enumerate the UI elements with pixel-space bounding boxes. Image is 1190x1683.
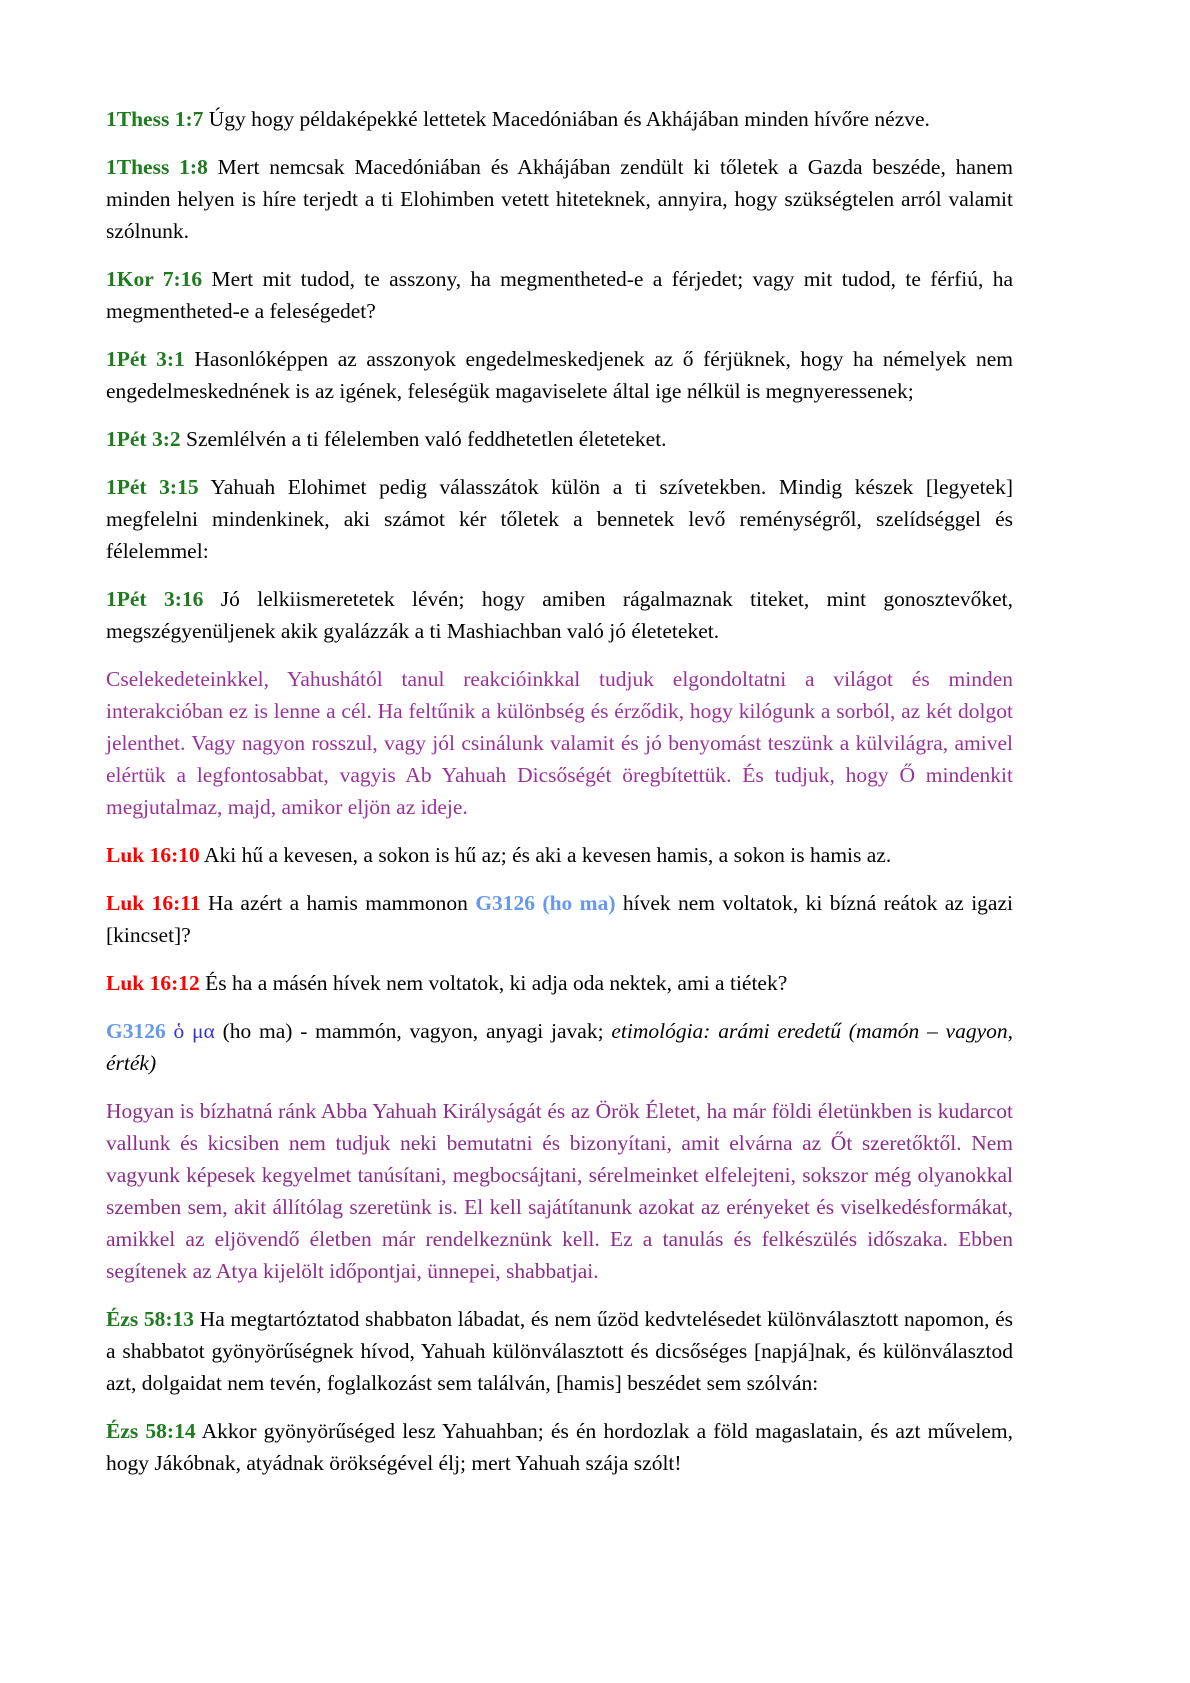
strong-number: G3126 [106,1019,166,1043]
verse-paragraph-ezs-58-14 [106,1415,1019,1479]
verse-ref: 1Thess 1:8 [106,155,208,179]
verse-paragraph-1pet-3-2 [106,423,1013,455]
strong-number-inline: G3126 (ho ma) [475,891,616,915]
verse-text: Ha megtartóztatod shabbaton lábadat, és nem űzöd kedvtelésedet különválasztott napomon, és a shabbatot gyönyörűségnek hívod, Yahuah különválasztott és dicsőséges [napjá]nak, és különválasztod azt, dolgaidat nem tevén, foglalkozást sem találván, [hamis] beszédet sem szólván: [106,1307,1019,1395]
verse-ref: Luk 16:11 [106,891,201,915]
verse-ref: 1Kor 7:16 [106,267,203,291]
definition-text: (ho ma) - mammón, vagyon, anyagi javak; [214,1019,612,1043]
verse-ref: Luk 16:12 [106,971,200,995]
verse-paragraph-luk-16-10 [106,839,1013,871]
strong-definition-paragraph [106,1015,1019,1079]
etymology-text: etimológia: arámi eredetű (mamón – vagyon, érték) [106,1019,1019,1075]
verse-text: Aki hű a kevesen, a sokon is hű az; és aki a kevesen hamis, a sokon is hamis az. [199,843,892,867]
verse-text: Szemlélvén a ti félelemben való feddhetetlen életeteket. [180,427,667,451]
verse-paragraph-luk-16-12 [106,967,1013,999]
commentary-text: Cselekedeteinkkel, Yahushától tanul reakcióinkkal tudjuk elgondoltatni a világot és minden interakcióban ez is lenne a cél. Ha feltűnik a különbség és érződik, hogy kilógunk a sorból, az két dolgot jelenthet. Vagy nagyon rosszul, vagy jól csinálunk valamit és jó benyomást teszünk a külvilágra, amivel elértük a legfontosabbat, vagyis Ab Yahuah Dicsőségét öregbítettük. És tudjuk, hogy Ő mindenkit megjutalmaz, majd, amikor eljön az ideje. [106,667,1019,819]
verse-ref: Luk 16:10 [106,843,200,867]
verse-text: Ha azért a hamis mammonon [200,891,476,915]
verse-paragraph-1thess-1-7 [106,103,1013,135]
verse-text: Úgy hogy példaképekké lettetek Macedóniában és Akhájában minden hívőre nézve. [203,107,930,131]
verse-text: hívek nem voltatok, ki bízná reátok az igazi [kincset]? [106,891,1019,947]
verse-paragraph-1pet-3-15 [106,471,1019,567]
verse-text: Yahuah Elohimet pedig válasszátok külön a ti szívetekben. Mindig készek [legyetek] megfelelni mindenkinek, aki számot kér tőletek a bennetek levő reménységről, szelídséggel és félelemmel: [106,475,1019,563]
verse-ref: 1Thess 1:7 [106,107,204,131]
verse-text: Mert nemcsak Macedóniában és Akhájában zendült ki tőletek a Gazda beszéde, hanem minden helyen is híre terjedt a ti Elohimben vetett hiteteknek, annyira, hogy szükségtelen arról valamit szólnunk. [106,155,1019,243]
verse-text: Hasonlóképpen az asszonyok engedelmeskedjenek az ő férjüknek, hogy ha némelyek nem engedelmeskednének is az igének, feleségük magaviselete által ige nélkül is megnyeressenek; [106,347,1019,403]
verse-paragraph-1pet-3-16 [106,583,1019,647]
verse-paragraph-ezs-58-13 [106,1303,1019,1399]
verse-ref: 1Pét 3:2 [106,427,181,451]
verse-paragraph-1thess-1-8 [106,151,1019,247]
verse-ref: Ézs 58:14 [106,1419,196,1443]
verse-text: Akkor gyönyörűséged lesz Yahuahban; és én hordozlak a föld magaslatain, és azt művelem, hogy Jákóbnak, atyádnak örökségével élj; mert Yahuah szája szólt! [106,1419,1019,1475]
verse-text: És ha a másén hívek nem voltatok, ki adja oda nektek, ami a tiétek? [199,971,788,995]
verse-text: Jó lelkiismeretetek lévén; hogy amiben rágalmaznak titeket, mint gonosztevőket, megszégyenüljenek akik gyalázzák a ti Mashiachban való jó életeteket. [106,587,1019,643]
verse-paragraph-1pet-3-1 [106,343,1019,407]
verse-text: Mert mit tudod, te asszony, ha megmentheted-e a férjedet; vagy mit tudod, te férfiú, ha megmentheted-e a feleségedet? [106,267,1019,323]
verse-ref: Ézs 58:13 [106,1307,195,1331]
verse-ref: 1Pét 3:15 [106,475,199,499]
commentary-paragraph-1 [106,663,1019,823]
verse-ref: 1Pét 3:16 [106,587,204,611]
verse-paragraph-luk-16-11 [106,887,1019,951]
commentary-text: Hogyan is bízhatná ránk Abba Yahuah Királyságát és az Örök Életet, ha már földi életünkben is kudarcot vallunk és kicsiben nem tudjuk neki bemutatni és bizonyítani, amit elvárna az Őt szeretőktől. Nem vagyunk képesek kegyelmet tanúsítani, megbocsájtani, sérelmeinket elfelejteni, sokszor még olyanokkal szemben sem, akit állítólag szeretünk is. El kell sajátítanunk azokat az erényeket és viselkedésformákat, amikkel az eljövendő életben már rendelkeznünk kell. Ez a tanulás és felkészülés időszaka. Ebben segítenek az Atya kijelölt időpontjai, ünnepei, shabbatjai. [106,1099,1019,1283]
verse-paragraph-1kor-7-16 [106,263,1019,327]
commentary-paragraph-2 [106,1095,1019,1287]
greek-word: ὁ μα [165,1019,215,1043]
verse-ref: 1Pét 3:1 [106,347,185,371]
